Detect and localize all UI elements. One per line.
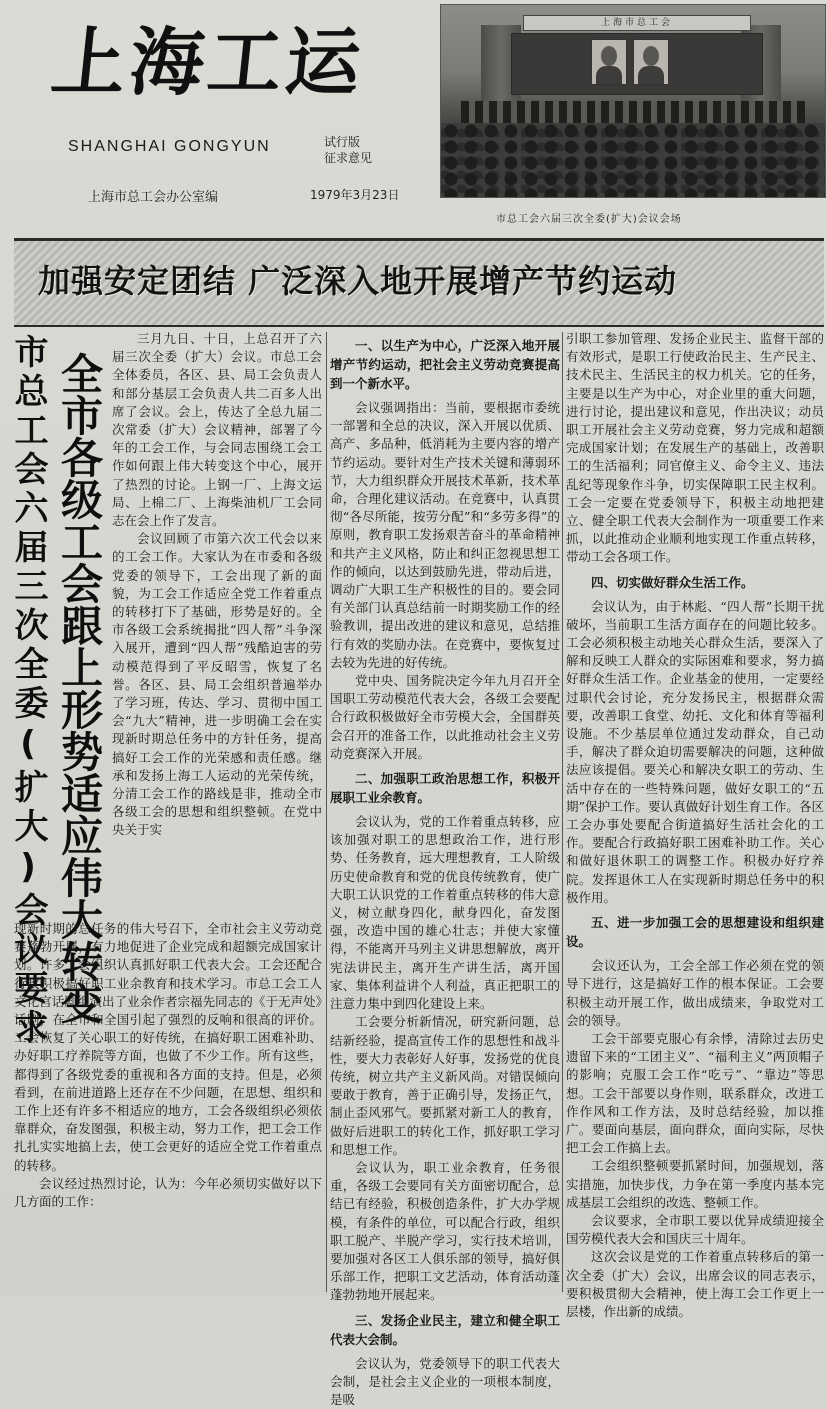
photo-portrait-left xyxy=(591,39,627,85)
paragraph: 工会组织整顿要抓紧时间，加强规划，落实措施，加快步伐，力争在第一季度内基本完成基层工会组织的改选、整顿工作。 xyxy=(566,1158,824,1210)
article-column-a-lower xyxy=(14,920,322,1292)
paragraph: 会议还认为，工会全部工作必须在党的领导下进行，这是搞好工作的根本保证。工会要积极主动开展工作，做出成绩来，争取党对工会的领导。 xyxy=(566,958,824,1028)
section-heading: 二、加强职工政治思想工作，积极开展职工业余教育。 xyxy=(330,771,560,806)
article-column-c xyxy=(566,330,824,1319)
edition-trial: 试行版 xyxy=(324,135,361,149)
masthead-pinyin: SHANGHAI GONGYUN xyxy=(68,138,271,155)
headline: 加强安定团结 广泛深入地开展增产节约运动 xyxy=(38,262,678,300)
issue-date: 1979年3月23日 xyxy=(310,188,400,202)
meeting-title: 市总工会六届三次全委(扩大)会议要求 xyxy=(8,334,48,1048)
section-heading: 四、切实做好群众生活工作。 xyxy=(591,574,754,590)
photo-presidium xyxy=(461,101,805,123)
paragraph: 会议强调指出：当前，要根据市委统一部署和全总的决议，深入开展以优质、高产、多品种，低消耗为主要内容的增产节约运动。要针对生产技术关键和薄弱环节，大力组织群众开展技术革新，技术革命，合理化建议活动。在竞赛中，认真贯彻“各尽所能，按劳分配”和“多劳多得”的原则，教育职工发扬艰苦奋斗的革命精神和共产主义风格，防止和纠正忽视思想工作的倾向，以达到鼓励先进，带动后进，调动广大职工生产积极性的目的。要会同有关部门认真总结前一时期奖励工作的经验教训，提出改进的建议和意见，总结推行有效的奖励办法。在竞赛中，要恢复过去较为先进的好传统。 xyxy=(330,400,560,670)
article-main-title: 全市各级工会跟上形势适应伟大转变 xyxy=(55,352,104,1024)
paragraph: 会议认为，党的工作着重点转移，应该加强对职工的思想政治工作，进行形势、任务教育，远大理想教育，工人阶级历史使命教育和党的优良传统教育，使广大职工认识党的工作着重点转移的伟大意义，树立献身四化，献身四化，奋发图强，改造中国的雄心壮志；并使大家懂得，不能离开马列主义讲思想解放，离开宪法讲民主，离开生产讲生活，离开国家、集体利益讲个人利益，真正把职工的注意力集中到四化建设上来。 xyxy=(330,814,560,1012)
paragraph: 会议回顾了市第六次工代会以来的工会工作。大家认为在市委和各级党委的领导下，工会出现了新的面貌，为工会工作适应全党工作着重点的转移打下了基础，形势是好的。全市各级工会系统揭批“四人帮”斗争深入展开，遭到“四人帮”残酷迫害的劳动模范得到了平反昭雪，恢复了名誉。各区、县、局工会组织普遍举办了学习班，传达、学习、贯彻中国工会“九大”精神，进一步明确工会在实现新时期总任务中的方针任务，提高搞好工会工作的光荣感和责任感。继承和发扬上海工人运动的光荣传统，分清工会工作的路线是非，推动全市各级工会的思想和组织整顿。在党中央关于实 xyxy=(112,531,322,838)
paragraph: 这次会议是党的工作着重点转移后的第一次全委（扩大）会议，出席会议的同志表示，要积极贯彻大会精神，使上海工会工作更上一层楼，作出新的成绩。 xyxy=(566,1249,824,1319)
paragraph: 会议认为，职工业余教育，任务很重，各级工会要同有关方面密切配合，总结已有经验，积极创造条件，扩大办学规模，有条件的单位，可以配合行政，组织职工脱产、半脱产学习，实行技术培训，要加强对各区工人俱乐部的领导，搞好俱乐部工作，把职工文艺活动，体育活动蓬蓬勃勃地开展起来。 xyxy=(330,1159,560,1303)
paragraph: 工会要分析新情况，研究新问题，总结新经验，提高宣传工作的思想性和战斗性，要大力表彰好人好事，发扬党的优良传统，树立共产主义新风尚。对错误倾向要敢于教育，善于正确引导，发扬正气，制止歪风邪气。要抓紧对新工人的教育，做好后进职工的转化工作，抓好职工学习和思想工作。 xyxy=(330,1014,560,1157)
photo-portrait-right xyxy=(633,39,669,85)
paragraph: 会议经过热烈讨论，认为：今年必须切实做好以下几方面的工作： xyxy=(14,1175,322,1210)
section-heading: 三、发扬企业民主，建立和健全职工代表大会制。 xyxy=(330,1312,560,1347)
photo-caption: 市总工会六届三次全委(扩大)会议会场 xyxy=(496,214,682,225)
photo-banner-text: 上海市总工会 xyxy=(600,18,673,28)
meeting-photo xyxy=(440,4,826,198)
publisher-line: 上海市总工会办公室编 xyxy=(88,190,219,205)
section-heading: 五、进一步加强工会的思想建设和组织建设。 xyxy=(566,915,824,950)
article-column-b xyxy=(330,330,560,1407)
paragraph: 党中央、国务院决定今年九月召开全国职工劳动模范代表大会，各级工会要配合行政积极做好全市劳模大会，全国群英会召开的准备工作，以此推动社会主义劳动竞赛深入开展。 xyxy=(330,673,560,761)
masthead-title: 上海工运 xyxy=(47,20,369,106)
column-rule-1 xyxy=(326,332,327,1292)
paragraph: 现新时期的总任务的伟大号召下，全市社会主义劳动竞赛蓬勃开展，有力地促进了企业完成和超额完成国家计划。许多工会组织认真抓好职工代表大会。工会还配合行政积极搞好职工业余教育和技术学习。市总工会工人文化宫话剧组演出了业余作者宗福先同志的《于无声处》话剧，在全市和全国引起了强烈的反响和很高的评价。工会恢复了关心职工的好传统，在搞好职工困难补助、办好职工疗养院等方面，也做了不少工作。所有这些，都得到了各级党委的重视和各方面的支持。但是，必须看到，在前进道路上还存在不少问题，在思想、组织和工作上还有许多不相适应的地方，工会各级组织必须依靠群众，奋发图强，积极主动，努力工作，把工会工作扎扎实实地搞上去，使工会更好的适应全党工作着重点的转移。 xyxy=(14,921,322,1173)
section-heading: 一、以生产为中心，广泛深入地开展增产节约运动，把社会主义劳动竞赛提高到一个新水平。 xyxy=(330,338,560,391)
paragraph: 会议认为，党委领导下的职工代表大会制，是社会主义企业的一项根本制度，是吸 xyxy=(330,1355,560,1407)
paragraph: 三月九日、十日，上总召开了六届三次全委（扩大）会议。市总工会全体委员，各区、县、局工会负责人和部分基层工会负责人共二百多人出席了会议。会上，传达了全总九届二次常委（扩大）会议精神，部署了今年的工会工作，与会同志围绕工会工作如何跟上伟大转变这个中心，展开了热烈的讨论。上钢一厂、上海文运局、上棉二厂、上海柴油机厂工会同志在会上作了发言。 xyxy=(112,331,322,529)
column-rule-2 xyxy=(562,332,563,1292)
paragraph: 会议要求，全市职工要以优异成绩迎接全国劳模代表大会和国庆三十周年。 xyxy=(566,1212,824,1247)
edition-note xyxy=(324,134,372,166)
article-column-a xyxy=(112,330,322,920)
paragraph: 会议认为，由于林彪、“四人帮”长期干扰破坏，当前职工生活方面存在的问题比较多。工会必须积极主动地关心群众生活，要深入了解和反映工人群众的实际困难和要求，努力搞好群众生活工作。企业基金的使用，一定要经过职代会讨论，充分发扬民主，根据群众需要，改善职工食堂、幼托、文化和体育等福利设施。不少基层单位通过发动群众，自己动手，解决了群众迫切需要解决的问题，这种做法应该提倡。要关心和解决女职工的劳动、生活中存在的一些特殊问题，做好女职工的“五期”保护工作。要认真做好计划生育工作。各区工会办事处要配合街道搞好生活社会化的工作。要配合行政搞好职工困难补助工作。关心和做好退休职工的调整工作。积极办好疗养院。发挥退休工人在实现新时期总任务中的积极作用。 xyxy=(566,598,824,905)
paragraph: 工会干部要克服心有余悸，清除过去历史遗留下来的“工团主义”、“福利主义”两顶帽子的影响；克服工会工作“吃亏”、“靠边”等思想。工会干部要以身作则，联系群众，改进工作作风和工作方法，及时总结经验，加以推广。要面向基层，面向群众，面向实际，尽快把工会工作搞上去。 xyxy=(566,1030,824,1156)
edition-feedback: 征求意见 xyxy=(324,151,373,165)
photo-banner xyxy=(523,15,751,31)
photo-audience xyxy=(441,123,825,197)
paragraph: 引职工参加管理、发扬企业民主、监督干部的有效形式，是职工行使政治民主、生产民主、技术民主、生活民主的权力机关。它的任务，主要是以生产为中心，对企业里的重大问题，进行讨论，提出建议和意见，作出决议；动员职工开展社会主义劳动竞赛，努力完成和超额完成国家计划；在发展生产的基础上，改善职工的生活福利；同官僚主义、命令主义、违法乱纪等现象作斗争，切实保障职工民主权利。工会一定要在党委领导下，积极主动地把建立、健全职工代表大会制作为一项重要工作来抓，以此推动企业顺利地实现工作重点转移，带动工会各项工作。 xyxy=(566,331,824,565)
